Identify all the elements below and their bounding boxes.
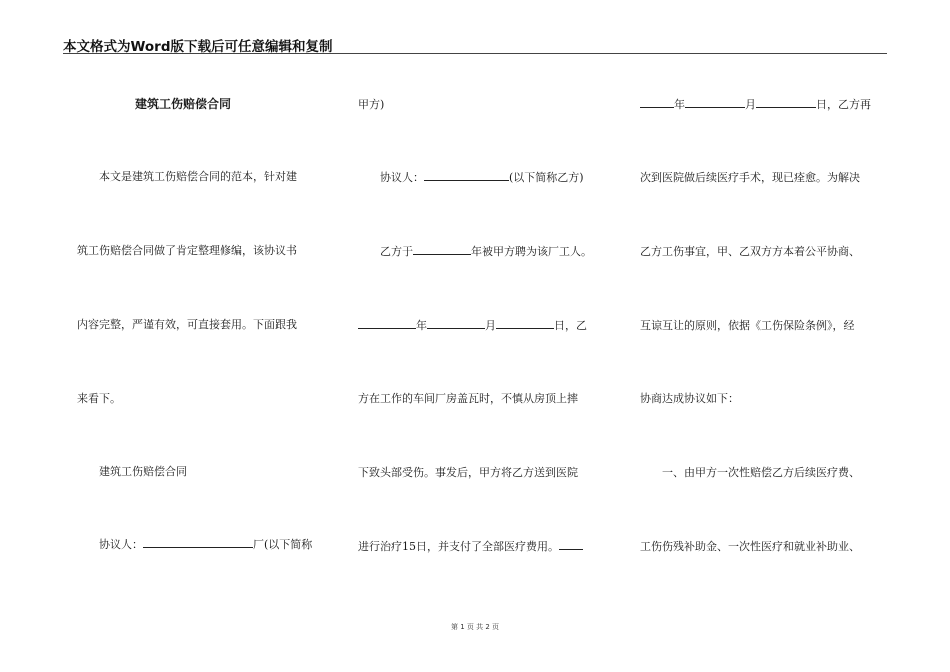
surgery-year-blank <box>640 96 674 108</box>
col3-line-2: 次到医院做后续医疗手术，现已痊愈。为解决 <box>640 171 860 184</box>
party-a-suffix: 厂(以下简称 <box>253 538 313 551</box>
col2-line-1: 甲方) <box>358 98 385 111</box>
hire-suffix: 年被甲方聘为该厂工人。 <box>471 245 592 258</box>
treatment-blank <box>559 538 583 550</box>
party-a-blank <box>143 536 253 548</box>
column-3 <box>640 96 885 555</box>
day-label: 日，乙 <box>554 319 587 332</box>
col2-line-5: 方在工作的车间厂房盖瓦时，不慎从房顶上摔 <box>358 392 578 405</box>
hire-prefix: 乙方于 <box>380 245 413 258</box>
col2-line-6: 下致头部受伤。事发后，甲方将乙方送到医院 <box>358 466 578 479</box>
hire-year-blank <box>413 243 471 255</box>
party-a-line <box>77 536 322 553</box>
month-label: 月 <box>745 98 756 111</box>
year-label: 年 <box>416 319 427 332</box>
surgery-day-blank <box>756 96 816 108</box>
treatment-text: 进行治疗15日，并支付了全部医疗费用。 <box>358 540 559 553</box>
column-2 <box>358 96 603 555</box>
intro-line-4: 来看下。 <box>77 392 121 405</box>
intro-line-1: 本文是建筑工伤赔偿合同的范本，针对建 <box>99 170 297 183</box>
injury-date-line <box>358 317 603 334</box>
hire-year-line <box>358 243 603 260</box>
party-b-label: 协议人： <box>380 171 424 184</box>
contract-subtitle: 建筑工伤赔偿合同 <box>99 465 187 478</box>
column-1 <box>77 96 322 553</box>
col3-line-6: 一、由甲方一次性赔偿乙方后续医疗费、 <box>662 466 860 479</box>
party-a-label: 协议人： <box>99 538 143 551</box>
document-title: 建筑工伤赔偿合同 <box>135 97 232 111</box>
intro-line-2: 筑工伤赔偿合同做了肯定整理修编，该协议书 <box>77 244 297 257</box>
intro-line-3: 内容完整，严谨有效，可直接套用。下面跟我 <box>77 318 297 331</box>
surgery-date-line <box>640 96 885 113</box>
year-label: 年 <box>674 98 685 111</box>
party-b-line <box>358 169 603 186</box>
page-header-banner: 本文格式为Word版下载后可任意编辑和复制 <box>63 39 333 55</box>
party-b-suffix: (以下简称乙方) <box>509 171 584 184</box>
header-divider <box>63 53 887 54</box>
day-label: 日，乙方再 <box>816 98 871 111</box>
injury-day-blank <box>496 317 554 329</box>
col3-line-4: 互谅互让的原则，依据《工伤保险条例》，经 <box>640 319 855 332</box>
col3-line-7: 工伤伤残补助金、一次性医疗和就业补助业、 <box>640 540 860 553</box>
month-label: 月 <box>485 319 496 332</box>
party-b-blank <box>424 169 509 181</box>
injury-year-blank <box>358 317 416 329</box>
surgery-month-blank <box>685 96 745 108</box>
col2-line-7 <box>358 538 603 555</box>
page-number-footer: 第 1 页 共 2 页 <box>450 623 500 631</box>
col3-line-5: 协商达成协议如下： <box>640 392 739 405</box>
injury-month-blank <box>427 317 485 329</box>
col3-line-3: 乙方工伤事宜，甲、乙双方方本着公平协商、 <box>640 245 860 258</box>
